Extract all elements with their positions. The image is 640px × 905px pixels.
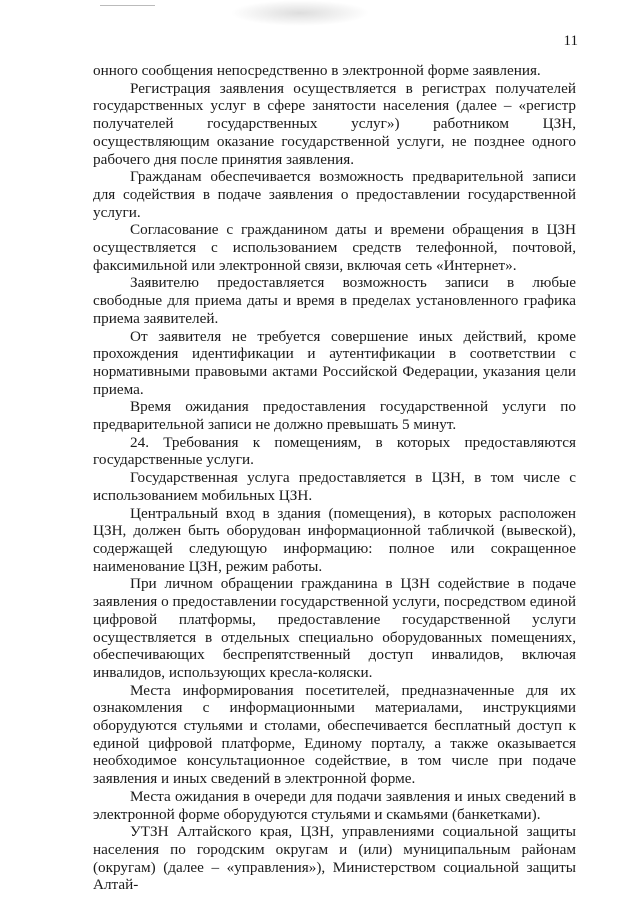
scan-artifact	[230, 0, 370, 26]
paragraph: Места информирования посетителей, предназначенные для их ознакомления с информационными материалами, инструкциями оборудуются стульями и столами, обеспечивается бесплатный доступ к единой цифровой платформе, Единому порталу, а также оказывается необходимое консультационное содействие, в том числе при подаче заявления и иных сведений в электронной форме.	[93, 681, 576, 788]
paragraph: При личном обращении гражданина в ЦЗН содействие в подаче заявления о предоставлении государственной услуги, посредством единой цифровой платформы, предоставление государственной услуги осуществляется в отдельных специально оборудованных помещениях, обеспечивающих беспрепятственный доступ инвалидов, включая инвалидов, использующих кресла-коляски.	[93, 575, 576, 681]
scan-artifact-line	[100, 5, 155, 6]
paragraph: От заявителя не требуется совершение иных действий, кроме прохождения идентификации и аутентификации в соответствии с нормативными правовыми актами Российской Федерации, указания цели приема.	[93, 327, 576, 398]
paragraph: Гражданам обеспечивается возможность предварительной записи для содействия в подаче заявления о предоставлении государственной услуги.	[93, 168, 576, 221]
paragraph: онного сообщения непосредственно в электронной форме заявления.	[93, 62, 541, 79]
paragraph: Государственная услуга предоставляется в ЦЗН, в том числе с использованием мобильных ЦЗН.	[93, 469, 576, 504]
paragraph: Время ожидания предоставления государственной услуги по предварительной записи не должно превышать 5 минут.	[93, 398, 576, 434]
paragraph: Регистрация заявления осуществляется в регистрах получателей государственных услуг в сфере занятости населения (далее – «регистр получателей государственных услуг») работником ЦЗН, осуществляющим оказание государственной услуги, не позднее одного рабочего дня после принятия заявления.	[93, 79, 576, 168]
paragraph: УТЗН Алтайского края, ЦЗН, управлениями социальной защиты населения по городским округам и (или) муниципальным районам (округам) (далее – «управления»), Министерством социальной защиты Алтай-	[93, 823, 576, 894]
document-body	[93, 62, 576, 894]
section-heading: 24. Требования к помещениям, в которых предоставляются государственные услуги.	[93, 433, 576, 469]
paragraph: Согласование с гражданином даты и времени обращения в ЦЗН осуществляется с использованием средств телефонной, почтовой, факсимильной или электронной связи, включая сеть «Интернет».	[93, 221, 576, 274]
page-number: 11	[563, 33, 578, 49]
paragraph: Места ожидания в очереди для подачи заявления и иных сведений в электронной форме оборудуются стульями и скамьями (банкетками).	[93, 787, 576, 823]
paragraph: Заявителю предоставляется возможность записи в любые свободные для приема даты и время в пределах установленного графика приема заявителей.	[93, 274, 576, 327]
paragraph: Центральный вход в здания (помещения), в которых расположен ЦЗН, должен быть оборудован информационной табличкой (вывеской), содержащей следующую информацию: полное или сокращенное наименование ЦЗН, режим работы.	[93, 504, 576, 575]
